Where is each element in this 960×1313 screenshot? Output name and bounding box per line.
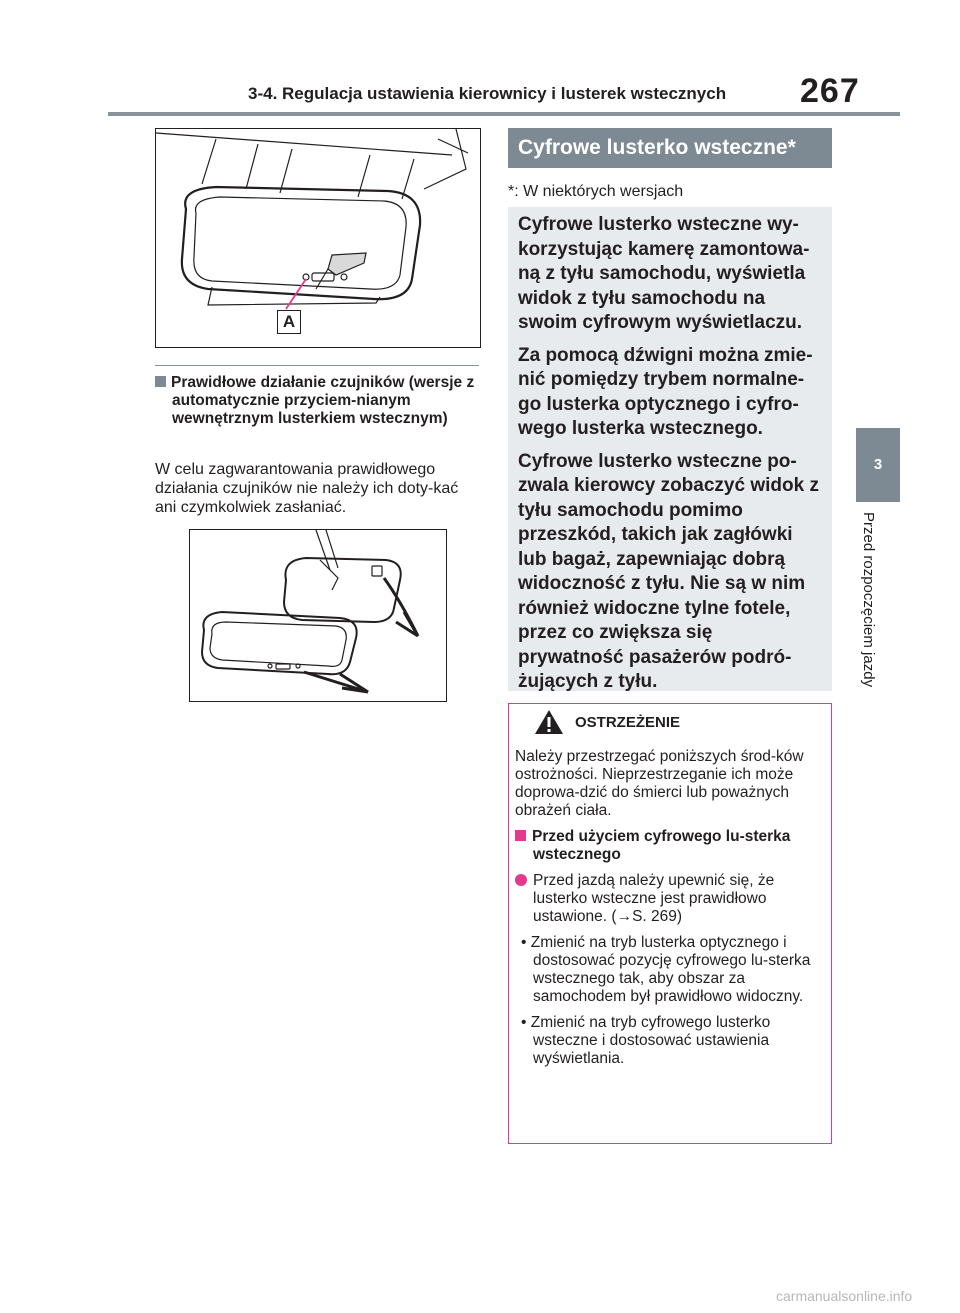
sensor-section-heading — [155, 374, 480, 428]
description-paragraph-3: Cyfrowe lusterko wsteczne po-zwala kierowcy zobaczyć widok z tyłu samochodu pomimo przeszkód, takich jak zagłówki lub bagaż, zapewniając dobrą widoczność z tyłu. Nie są w nim również widoczne tylne fotele, przez co zwiększa się prywatność pasażerów podró-żujących z tyłu. — [518, 450, 819, 692]
mirror-sensors-illustration — [189, 529, 447, 702]
chapter-name: Przed rozpoczęciem jazdy — [860, 512, 877, 688]
mirror-illustration-top — [155, 128, 481, 348]
warning-bullet-2: • Zmienić na tryb cyfrowego lusterko wsteczne i dostosować ustawienia wyświetlania. — [521, 1014, 771, 1067]
chapter-tab-label — [860, 512, 900, 732]
mirror-sensors-drawing-icon — [190, 530, 446, 701]
description-paragraph-2: Za pomocą dźwigni można zmie-nić pomiędzy trybem normalne-go lusterka optycznego i cyfro-wego lusterka wstecznego. — [518, 344, 813, 439]
chapter-tab-number: 3 — [856, 428, 900, 502]
warning-dot-text: Przed jazdą należy upewnić się, że lusterko wsteczne jest prawidłowo ustawione. (→S. 269) — [533, 872, 775, 925]
digital-mirror-banner: Cyfrowe lusterko wsteczne* — [508, 128, 832, 168]
section-title: 3-4. Regulacja ustawienia kierownicy i lusterek wstecznych — [248, 84, 727, 103]
header-divider — [108, 112, 900, 116]
warning-intro: Należy przestrzegać poniższych środ-ków ostrożności. Nieprzestrzeganie ich może doprowa-dzić do śmierci lub poważnych obrażeń ciała. — [515, 748, 804, 819]
warning-title: OSTRZEŻENIE — [575, 714, 681, 731]
page-number: 267 — [800, 72, 860, 110]
square-bullet-icon — [515, 830, 526, 841]
warning-body — [515, 748, 829, 1076]
description-paragraph-1: Cyfrowe lusterko wsteczne wy-korzystując kamerę zamontowa-ną z tyłu samochodu, wyświetla widok z tyłu samochodu na swoim cyfrowym wyświetlaczu. — [518, 214, 810, 333]
callout-label-a: A — [277, 310, 301, 334]
warning-bullet-1: • Zmienić na tryb lusterka optycznego i dostosować pozycję cyfrowego lu-sterka wstecznego tak, aby obszar za samochodem był prawidłowo widoczny. — [521, 934, 811, 1005]
warning-box — [508, 703, 832, 1144]
warning-header — [509, 704, 831, 742]
warning-dot-item — [515, 872, 829, 926]
digital-mirror-description — [508, 207, 832, 691]
warning-subtitle: Przed użyciem cyfrowego lu-sterka wstecznego — [532, 828, 791, 863]
version-note: *: W niektórych wersjach — [508, 183, 684, 200]
square-bullet-icon — [155, 376, 166, 387]
warning-bullet-text: Zmienić na tryb lusterka optycznego i dostosować pozycję cyfrowego lu-sterka wstecznego tak, aby obszar za samochodem był prawidłowo widoczny. — [530, 934, 811, 1005]
mirror-drawing-icon — [156, 129, 480, 347]
circle-bullet-icon — [515, 874, 527, 886]
warning-bullet-text: Zmienić na tryb cyfrowego lusterko wsteczne i dostosować ustawienia wyświetlania. — [530, 1014, 771, 1067]
warning-triangle-icon — [533, 708, 565, 736]
sensor-section-title: Prawidłowe działanie czujników (wersje z automatycznie przyciem-nianym wewnętrznym lusterkiem wstecznym) — [171, 374, 475, 427]
warning-subheading — [515, 828, 829, 864]
sensor-section-body: W celu zagwarantowania prawidłowego działania czujników nie należy ich doty-kać ani czymkolwiek zasłaniać. — [155, 461, 459, 516]
watermark: carmanualsonline.info — [776, 1288, 913, 1304]
section-divider — [155, 365, 479, 366]
